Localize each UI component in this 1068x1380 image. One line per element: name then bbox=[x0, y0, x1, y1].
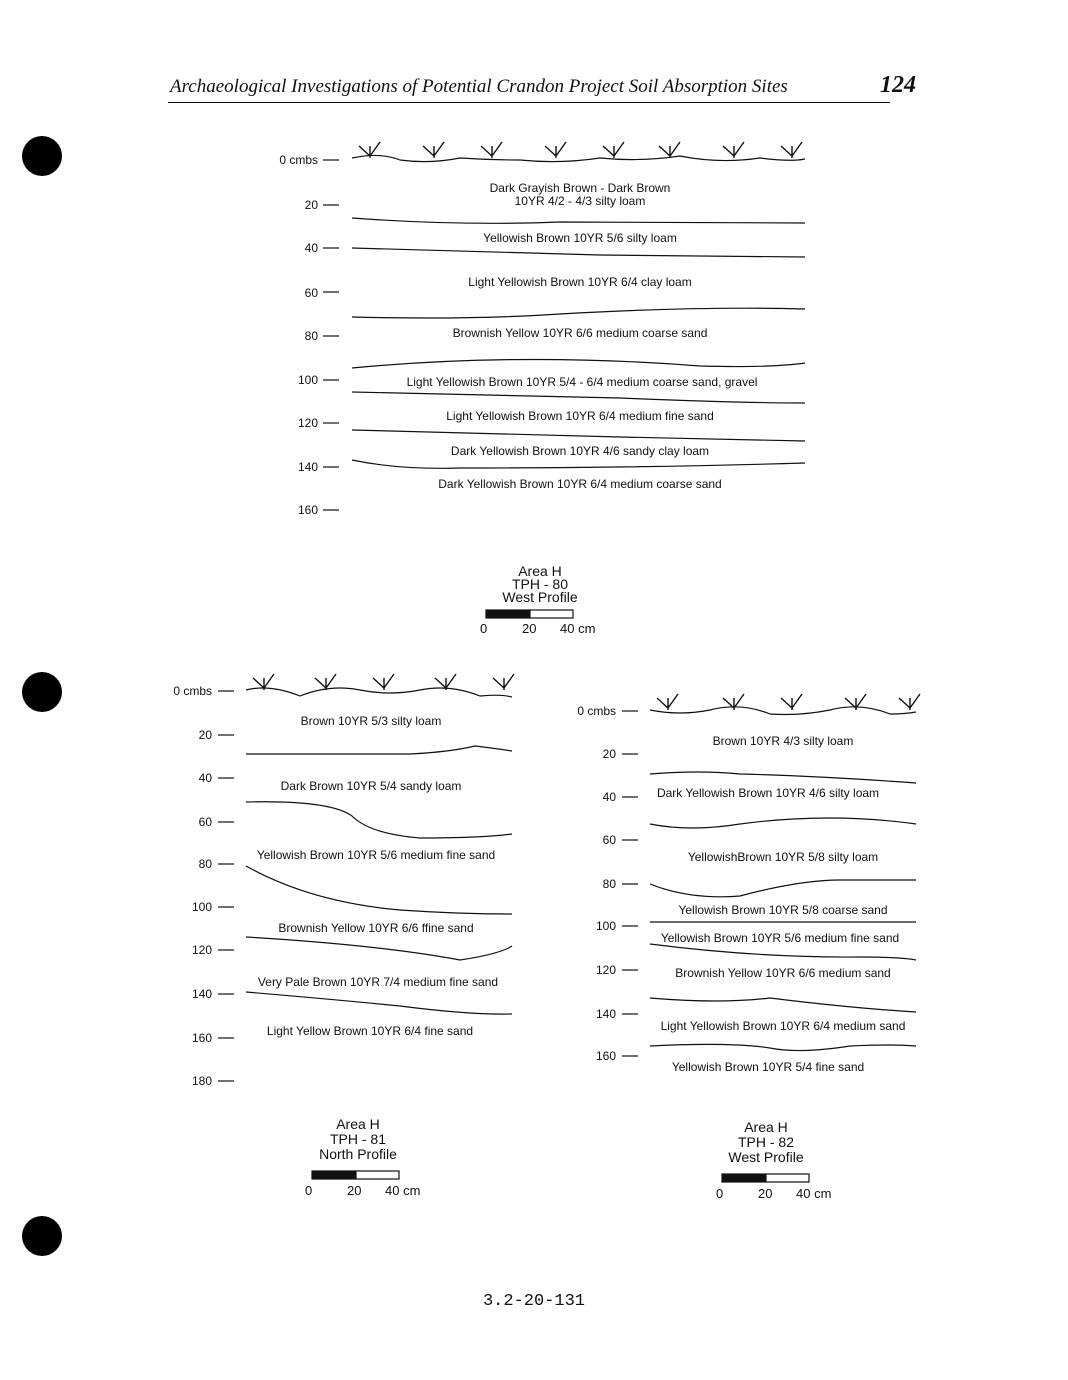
depth-label: 20 bbox=[602, 747, 616, 761]
page-header-title: Archaeological Investigations of Potential Crandon Project Soil Absorption Sites bbox=[170, 76, 788, 97]
depth-label: 0 cmbs bbox=[173, 684, 212, 698]
tph80-scale-bar bbox=[486, 610, 573, 618]
layer-label: Yellowish Brown 10YR 5/6 medium fine sand bbox=[256, 848, 496, 862]
tph80-vegetation-symbols bbox=[359, 142, 802, 158]
depth-label: 40 bbox=[602, 790, 616, 804]
tph81-horizon-3 bbox=[246, 866, 512, 914]
depth-label: 60 bbox=[602, 833, 616, 847]
tph80-horizon-5 bbox=[352, 392, 805, 403]
tph81-horizon-1 bbox=[246, 746, 512, 754]
depth-label: 80 bbox=[602, 877, 616, 891]
tph80-horizon-1 bbox=[352, 218, 805, 223]
tph82-horizon-2 bbox=[650, 818, 916, 828]
layer-label: Brown 10YR 5/3 silty loam bbox=[300, 714, 442, 728]
caption-test-pit: TPH - 81 bbox=[329, 1131, 386, 1147]
depth-label: 0 cmbs bbox=[279, 153, 318, 167]
depth-label: 120 bbox=[191, 943, 212, 957]
depth-label: 100 bbox=[595, 919, 616, 933]
tph81-vegetation-symbols bbox=[253, 674, 514, 690]
caption-area: Area H bbox=[518, 563, 562, 579]
depth-label: 40 bbox=[304, 241, 318, 255]
depth-label: 120 bbox=[595, 963, 616, 977]
tph82-horizon-5 bbox=[650, 944, 916, 960]
scale-label: 0 bbox=[305, 1183, 313, 1198]
layer-label: Light Yellowish Brown 10YR 6/4 clay loam bbox=[468, 275, 692, 289]
depth-label: 100 bbox=[191, 900, 212, 914]
scale-label: 40 cm bbox=[796, 1186, 832, 1201]
tph81-scale-bar bbox=[312, 1171, 399, 1179]
caption-profile: North Profile bbox=[319, 1146, 397, 1162]
layer-label: Yellowish Brown 10YR 5/6 medium fine sand bbox=[660, 931, 900, 945]
layer-label: Dark Yellowish Brown 10YR 4/6 sandy clay loam bbox=[450, 444, 710, 458]
depth-label: 140 bbox=[191, 987, 212, 1001]
tph82-ground-surface bbox=[650, 707, 916, 715]
tph80-horizon-4 bbox=[352, 359, 805, 368]
tph81-horizon-2 bbox=[246, 802, 512, 838]
scale-label: 0 bbox=[480, 621, 488, 636]
caption-test-pit: TPH - 82 bbox=[737, 1134, 794, 1150]
tph81-ground-surface bbox=[246, 688, 512, 697]
depth-label: 0 cmbs bbox=[577, 704, 616, 718]
tph82-horizon-3 bbox=[650, 880, 916, 897]
layer-label: Yellowish Brown 10YR 5/4 fine sand bbox=[671, 1060, 865, 1074]
scale-label: 20 bbox=[347, 1183, 362, 1198]
caption-profile: West Profile bbox=[502, 589, 578, 605]
layer-label: Brown 10YR 4/3 silty loam bbox=[712, 734, 854, 748]
layer-label: Brownish Yellow 10YR 6/6 ffine sand bbox=[278, 921, 474, 935]
layer-label: Light Yellowish Brown 10YR 6/4 medium sand bbox=[660, 1019, 906, 1033]
caption-profile: West Profile bbox=[728, 1149, 804, 1165]
scale-label: 0 bbox=[716, 1186, 724, 1201]
scale-label: 20 bbox=[522, 621, 537, 636]
depth-label: 160 bbox=[595, 1049, 616, 1063]
caption-area: Area H bbox=[336, 1116, 380, 1132]
document-number: 3.2-20-131 bbox=[482, 1292, 586, 1311]
layer-label: Yellowish Brown 10YR 5/8 coarse sand bbox=[678, 903, 888, 917]
layer-label: Dark Grayish Brown - Dark Brown bbox=[489, 181, 671, 195]
tph82-horizon-6 bbox=[650, 998, 916, 1012]
page-number: 124 bbox=[880, 72, 916, 98]
layer-label: Dark Yellowish Brown 10YR 6/4 medium coarse sand bbox=[438, 477, 722, 491]
layer-label: Dark Yellowish Brown 10YR 4/6 silty loam bbox=[656, 786, 880, 800]
depth-label: 80 bbox=[304, 329, 318, 343]
tph80-horizon-7 bbox=[352, 460, 805, 468]
tph80-ground-surface bbox=[352, 155, 805, 161]
tph82-vegetation-symbols bbox=[657, 694, 920, 710]
layer-label: YellowishBrown 10YR 5/8 silty loam bbox=[687, 850, 879, 864]
tph81-depth-tick-marks bbox=[218, 691, 234, 1081]
tph82-horizon-1 bbox=[650, 772, 916, 783]
caption-area: Area H bbox=[744, 1119, 788, 1135]
tph80-depth-tick-marks bbox=[323, 160, 339, 510]
layer-label: 10YR 4/2 - 4/3 silty loam bbox=[514, 194, 646, 208]
tph80-horizon-6 bbox=[352, 430, 805, 441]
layer-label: Brownish Yellow 10YR 6/6 medium coarse sand bbox=[452, 326, 708, 340]
depth-label: 60 bbox=[304, 286, 318, 300]
layer-label: Very Pale Brown 10YR 7/4 medium fine sand bbox=[257, 975, 499, 989]
layer-label: Dark Brown 10YR 5/4 sandy loam bbox=[280, 779, 462, 793]
tph82-horizon-7 bbox=[650, 1044, 916, 1050]
tph80-horizon-2 bbox=[352, 248, 805, 257]
layer-label: Light Yellow Brown 10YR 6/4 fine sand bbox=[266, 1024, 474, 1038]
scale-label: 40 cm bbox=[385, 1183, 421, 1198]
scale-label: 20 bbox=[758, 1186, 773, 1201]
depth-label: 120 bbox=[297, 416, 318, 430]
depth-label: 160 bbox=[191, 1031, 212, 1045]
depth-label: 100 bbox=[297, 373, 318, 387]
depth-label: 180 bbox=[191, 1074, 212, 1088]
caption-test-pit: TPH - 80 bbox=[511, 576, 568, 592]
layer-label: Light Yellowish Brown 10YR 5/4 - 6/4 medium coarse sand, gravel bbox=[406, 375, 758, 389]
depth-label: 40 bbox=[198, 771, 212, 785]
tph81-horizon-5 bbox=[246, 992, 512, 1014]
scale-label: 40 cm bbox=[560, 621, 596, 636]
depth-label: 20 bbox=[198, 728, 212, 742]
layer-label: Brownish Yellow 10YR 6/6 medium sand bbox=[675, 966, 891, 980]
layer-label: Light Yellowish Brown 10YR 6/4 medium fine sand bbox=[446, 409, 714, 423]
depth-label: 60 bbox=[198, 815, 212, 829]
layer-label: Yellowish Brown 10YR 5/6 silty loam bbox=[483, 231, 677, 245]
depth-label: 80 bbox=[198, 857, 212, 871]
tph80-horizon-3 bbox=[352, 308, 805, 318]
depth-label: 140 bbox=[297, 460, 318, 474]
depth-label: 160 bbox=[297, 503, 318, 517]
tph81-horizon-4 bbox=[246, 937, 512, 960]
tph82-scale-bar bbox=[722, 1174, 809, 1182]
tph82-depth-tick-marks bbox=[622, 711, 638, 1056]
depth-label: 140 bbox=[595, 1007, 616, 1021]
depth-label: 20 bbox=[304, 198, 318, 212]
